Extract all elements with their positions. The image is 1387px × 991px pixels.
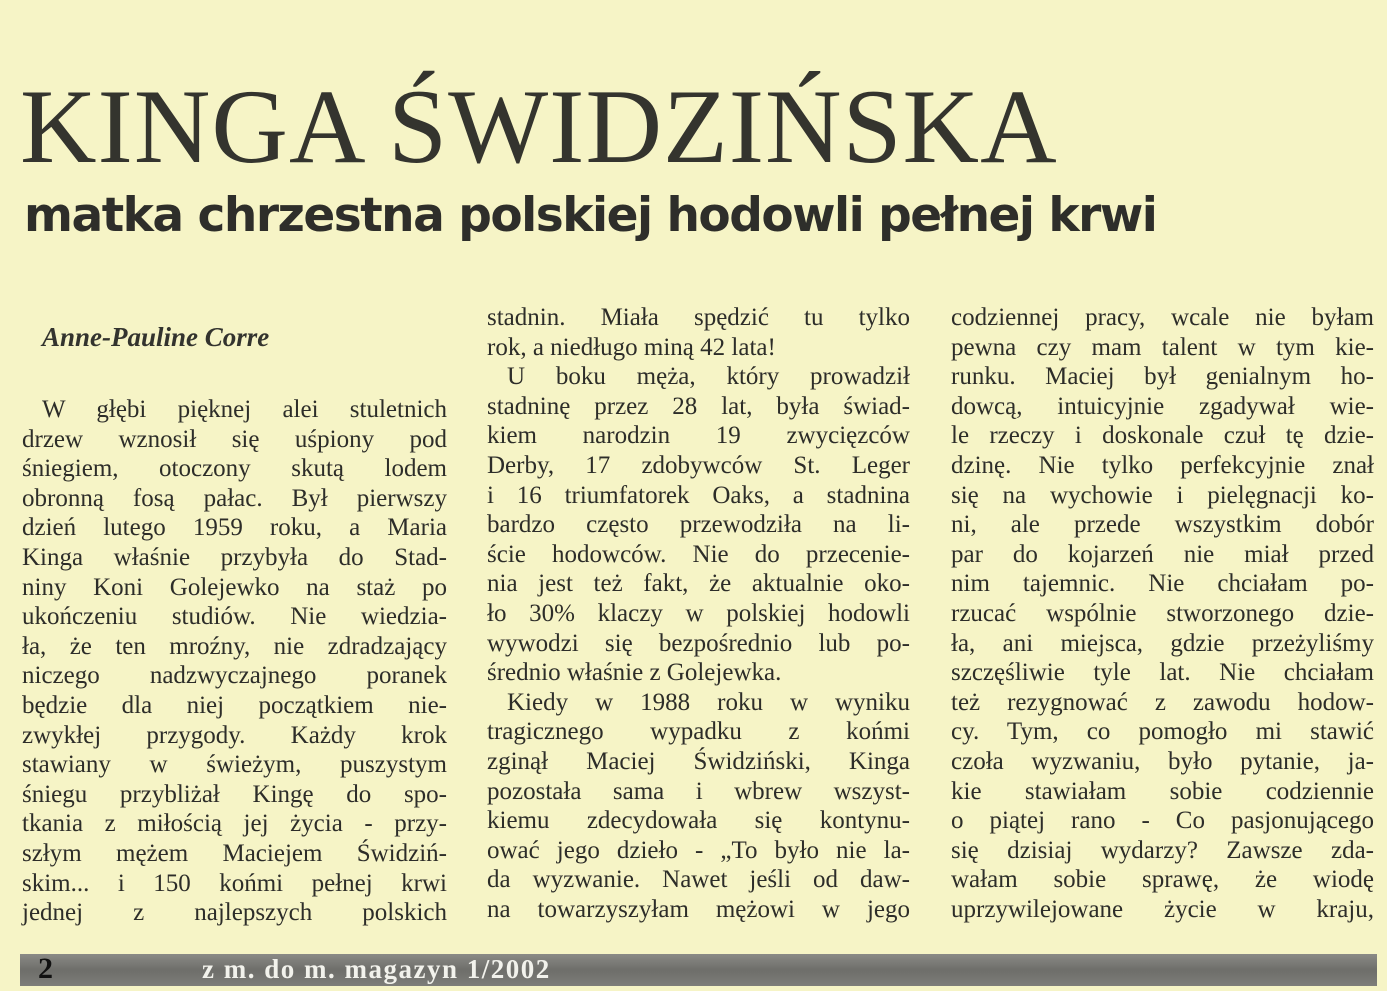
text-line: le rzeczy i doskonale czuł tę dzie- xyxy=(951,422,1374,450)
text-line: jednej z najlepszych polskich xyxy=(22,899,447,927)
text-line: o piątej rano - Co pasjonującego xyxy=(951,807,1374,835)
text-line: stawiany w świeżym, puszystym xyxy=(22,751,447,779)
text-line: runku. Maciej był genialnym ho- xyxy=(951,363,1374,391)
text-line: śniegu przybliżał Kingę do spo- xyxy=(22,780,447,808)
article-subtitle: matka chrzestna polskiej hodowli pełnej krwi xyxy=(24,188,1157,243)
text-line: par do kojarzeń nie miał przed xyxy=(951,540,1374,568)
text-line: wywodzi się bezpośrednio lub po- xyxy=(487,629,910,657)
text-line: dowcą, intuicyjnie zgadywał wie- xyxy=(951,392,1374,420)
text-line: na towarzyszyłam mężowi w jego xyxy=(487,895,910,923)
text-line: szczęśliwie tyle lat. Nie chciałam xyxy=(951,659,1374,687)
text-line: bardzo często przewodziła na li- xyxy=(487,511,910,539)
text-line: stadninę przez 28 lat, była świad- xyxy=(487,392,910,420)
text-line: nim tajemnic. Nie chciałam po- xyxy=(951,570,1374,598)
text-line: ować jego dzieło - „To było nie la- xyxy=(487,836,910,864)
text-line: ście hodowców. Nie do przecenie- xyxy=(487,540,910,568)
text-line: ła, ani miejsca, gdzie przeżyliśmy xyxy=(951,629,1374,657)
text-line: Kiedy w 1988 roku w wyniku xyxy=(507,688,910,716)
text-line: rok, a niedługo miną 42 lata! xyxy=(487,333,776,361)
text-line: się dzisiaj wydarzy? Zawsze zda- xyxy=(951,836,1374,864)
text-line: czoła wyzwaniu, było pytanie, ja- xyxy=(951,747,1374,775)
text-line: się na wychowie i pielęgnacji ko- xyxy=(951,481,1374,509)
text-line: uprzywilejowane życie w kraju, xyxy=(951,895,1374,923)
text-line: średnio właśnie z Golejewka. xyxy=(487,659,782,687)
text-line: szłym mężem Maciejem Świdziń- xyxy=(22,839,447,867)
text-line: Kinga właśnie przybyła do Stad- xyxy=(22,543,447,571)
text-line: cy. Tym, co pomogło mi stawić xyxy=(951,718,1374,746)
article-author: Anne-Pauline Corre xyxy=(42,322,270,352)
text-line: dzień lutego 1959 roku, a Maria xyxy=(22,514,447,542)
text-line: kie stawiałam sobie codziennie xyxy=(951,777,1374,805)
text-line: śniegiem, otoczony skutą lodem xyxy=(22,455,447,483)
text-line: niny Koni Golejewko na staż po xyxy=(22,573,447,601)
text-line: Derby, 17 zdobywców St. Leger xyxy=(487,451,910,479)
text-line: zwykłej przygody. Każdy krok xyxy=(22,721,447,749)
text-column-1 xyxy=(22,395,447,928)
text-column-3 xyxy=(951,303,1374,924)
text-line: i 16 triumfatorek Oaks, a stadnina xyxy=(487,481,910,509)
magazine-issue: z m. do m. magazyn 1/2002 xyxy=(202,954,551,984)
text-line: wałam sobie sprawę, że wiodę xyxy=(951,866,1374,894)
text-line: pewna czy mam talent w tym kie- xyxy=(951,333,1374,361)
footer-bar xyxy=(20,954,1377,986)
text-line: dzinę. Nie tylko perfekcyjnie znał xyxy=(951,451,1374,479)
text-line: ukończeniu studiów. Nie wiedzia- xyxy=(22,603,447,631)
text-line: stadnin. Miała spędzić tu tylko xyxy=(487,304,910,331)
text-line: ła, że ten mroźny, nie zdradzający xyxy=(22,632,447,660)
text-line: codziennej pracy, wcale nie byłam xyxy=(951,304,1374,331)
text-line: kiemu zdecydowała się kontynu- xyxy=(487,807,910,835)
text-line: niczego nadzwyczajnego poranek xyxy=(22,662,447,690)
page-number: 2 xyxy=(38,952,53,985)
text-line: W głębi pięknej alei stuletnich xyxy=(42,396,447,423)
text-line: drzew wznosił się uśpiony pod xyxy=(22,425,447,453)
text-line: tragicznego wypadku z końmi xyxy=(487,718,910,746)
text-line: tkania z miłością jej życia - przy- xyxy=(22,810,447,838)
text-line: rzucać wspólnie stworzonego dzie- xyxy=(951,599,1374,627)
text-line: obronną fosą pałac. Był pierwszy xyxy=(22,484,447,512)
text-line: zginął Maciej Świdziński, Kinga xyxy=(487,747,910,775)
text-line: nia jest też fakt, że aktualnie oko- xyxy=(487,570,910,598)
text-line: ło 30% klaczy w polskiej hodowli xyxy=(487,599,910,627)
text-line: ni, ale przede wszystkim dobór xyxy=(951,511,1374,539)
text-column-2 xyxy=(487,303,910,924)
text-line: kiem narodzin 19 zwycięzców xyxy=(487,422,910,450)
text-line: da wyzwanie. Nawet jeśli od daw- xyxy=(487,866,910,894)
text-line: skim... i 150 końmi pełnej krwi xyxy=(22,869,447,897)
text-line: będzie dla niej początkiem nie- xyxy=(22,691,447,719)
text-line: też rezygnować z zawodu hodow- xyxy=(951,688,1374,716)
article-title: KINGA ŚWIDZIŃSKA xyxy=(20,68,1058,185)
text-line: pozostała sama i wbrew wszyst- xyxy=(487,777,910,805)
text-line: U boku męża, który prowadził xyxy=(507,363,910,391)
